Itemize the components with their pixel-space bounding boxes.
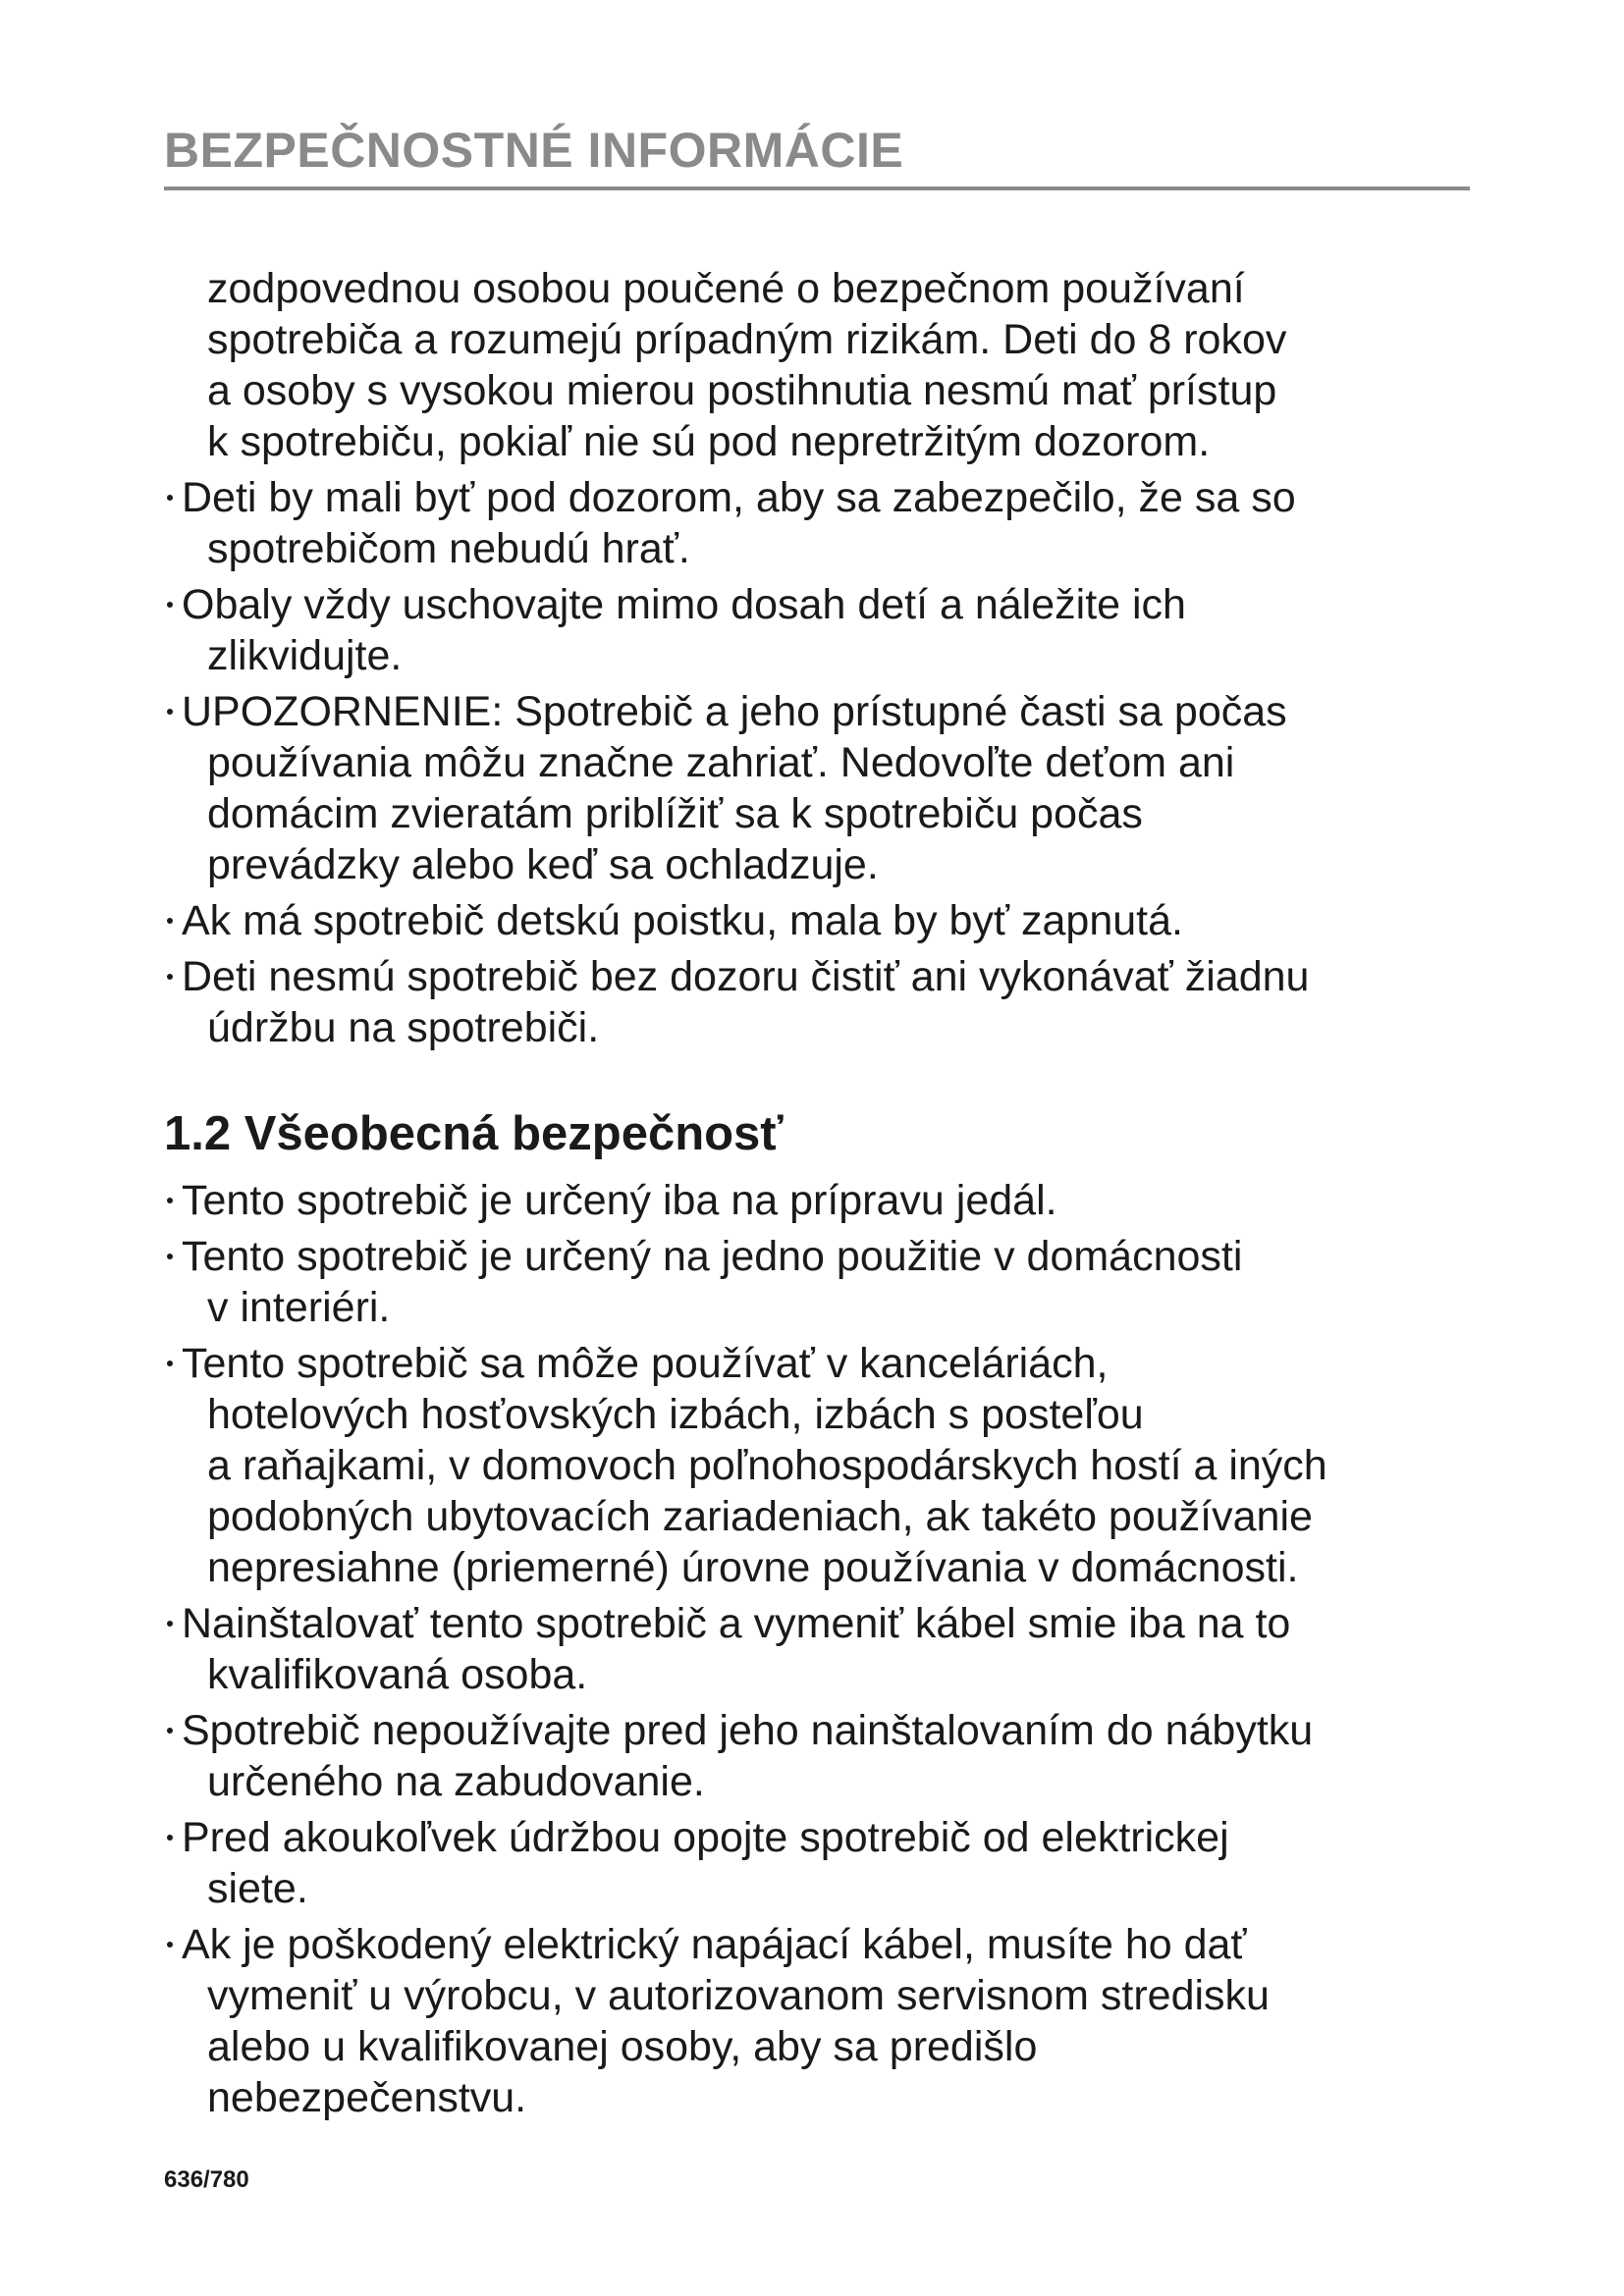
intro-line: a osoby s vysokou mierou postihnutia nesmú mať prístup [207, 367, 1277, 414]
general-safety-list [164, 1175, 1475, 2123]
list-item-continuation: a raňajkami, v domovoch poľnohospodárskych hostí a iných [207, 1442, 1327, 1489]
header-divider [164, 187, 1470, 190]
document-body [164, 263, 1475, 2123]
intro-line: spotrebiča a rozumejú prípadným rizikám. Deti do 8 rokov [207, 316, 1287, 363]
list-item-text: Deti nesmú spotrebič bez dozoru čistiť ani vykonávať žiadnu [182, 953, 1310, 1000]
list-item [164, 1919, 1475, 2123]
list-item-continuation: používania môžu značne zahriať. Nedovoľte deťom ani [207, 739, 1235, 786]
list-item [164, 579, 1475, 681]
list-item-text: Nainštalovať tento spotrebič a vymeniť kábel smie iba na to [182, 1600, 1291, 1647]
list-item-continuation: podobných ubytovacích zariadeniach, ak takéto používanie [207, 1493, 1313, 1540]
list-item-text: UPOZORNENIE: Spotrebič a jeho prístupné časti sa počas [182, 688, 1287, 735]
list-item-text: Ak má spotrebič detskú poistku, mala by byť zapnutá. [182, 897, 1183, 944]
list-item-continuation: domácim zvieratám priblížiť sa k spotrebiču počas [207, 790, 1143, 837]
list-item [164, 686, 1475, 890]
section-heading: 1.2 Všeobecná bezpečnosť [164, 1107, 784, 1160]
page-title: BEZPEČNOSTNÉ INFORMÁCIE [164, 123, 904, 178]
list-item [164, 895, 1475, 946]
child-safety-list [164, 472, 1475, 1053]
list-item-continuation: kvalifikovaná osoba. [207, 1651, 588, 1698]
bullet-icon [167, 495, 173, 501]
list-item [164, 1705, 1475, 1807]
bullet-icon [167, 1942, 173, 1948]
page-number: 636/780 [164, 2166, 249, 2193]
list-item-continuation: nepresiahne (priemerné) úrovne používania v domácnosti. [207, 1544, 1299, 1591]
list-item-continuation: v interiéri. [207, 1284, 391, 1331]
list-item-continuation: prevádzky alebo keď sa ochladzuje. [207, 841, 879, 888]
list-item-continuation: nebezpečenstvu. [207, 2074, 527, 2121]
list-item [164, 1812, 1475, 1914]
list-item-text: Pred akoukoľvek údržbou opojte spotrebič od elektrickej [182, 1814, 1229, 1861]
list-item [164, 1231, 1475, 1333]
bullet-icon [167, 1361, 173, 1366]
list-item-text: Obaly vždy uschovajte mimo dosah detí a náležite ich [182, 581, 1186, 628]
intro-line: zodpovednou osobou poučené o bezpečnom používaní [207, 265, 1245, 312]
bullet-icon [167, 1254, 173, 1259]
list-item-continuation: zlikvidujte. [207, 632, 403, 679]
bullet-icon [167, 1835, 173, 1841]
list-item-continuation: spotrebičom nebudú hrať. [207, 525, 690, 572]
bullet-icon [167, 1198, 173, 1203]
list-item-text: Tento spotrebič sa môže používať v kanceláriách, [182, 1340, 1109, 1387]
list-item-text: Deti by mali byť pod dozorom, aby sa zabezpečilo, že sa so [182, 474, 1296, 521]
list-item-continuation: vymeniť u výrobcu, v autorizovanom servisnom stredisku [207, 1972, 1270, 2019]
page-header [164, 120, 1470, 190]
list-item-text: Spotrebič nepoužívajte pred jeho nainštalovaním do nábytku [182, 1707, 1314, 1754]
bullet-icon [167, 1728, 173, 1734]
list-item-text: Ak je poškodený elektrický napájací kábel, musíte ho dať [182, 1921, 1247, 1968]
list-item-continuation: alebo u kvalifikovanej osoby, aby sa predišlo [207, 2023, 1038, 2070]
bullet-icon [167, 709, 173, 715]
list-item-text: Tento spotrebič je určený na jedno použitie v domácnosti [182, 1233, 1243, 1280]
intro-line: k spotrebiču, pokiaľ nie sú pod nepretržitým dozorom. [207, 418, 1211, 465]
list-item [164, 472, 1475, 574]
list-item-continuation: hotelových hosťovských izbách, izbách s posteľou [207, 1391, 1144, 1438]
list-item-continuation: siete. [207, 1865, 308, 1912]
bullet-icon [167, 974, 173, 980]
list-item-continuation: údržbu na spotrebiči. [207, 1004, 600, 1051]
list-item [164, 1175, 1475, 1226]
list-item [164, 1598, 1475, 1700]
list-item [164, 951, 1475, 1053]
list-item [164, 1338, 1475, 1593]
list-item-continuation: určeného na zabudovanie. [207, 1758, 705, 1805]
bullet-icon [167, 1621, 173, 1627]
bullet-icon [167, 918, 173, 924]
bullet-icon [167, 602, 173, 608]
intro-paragraph [164, 263, 1475, 467]
list-item-text: Tento spotrebič je určený iba na prípravu jedál. [182, 1177, 1057, 1224]
